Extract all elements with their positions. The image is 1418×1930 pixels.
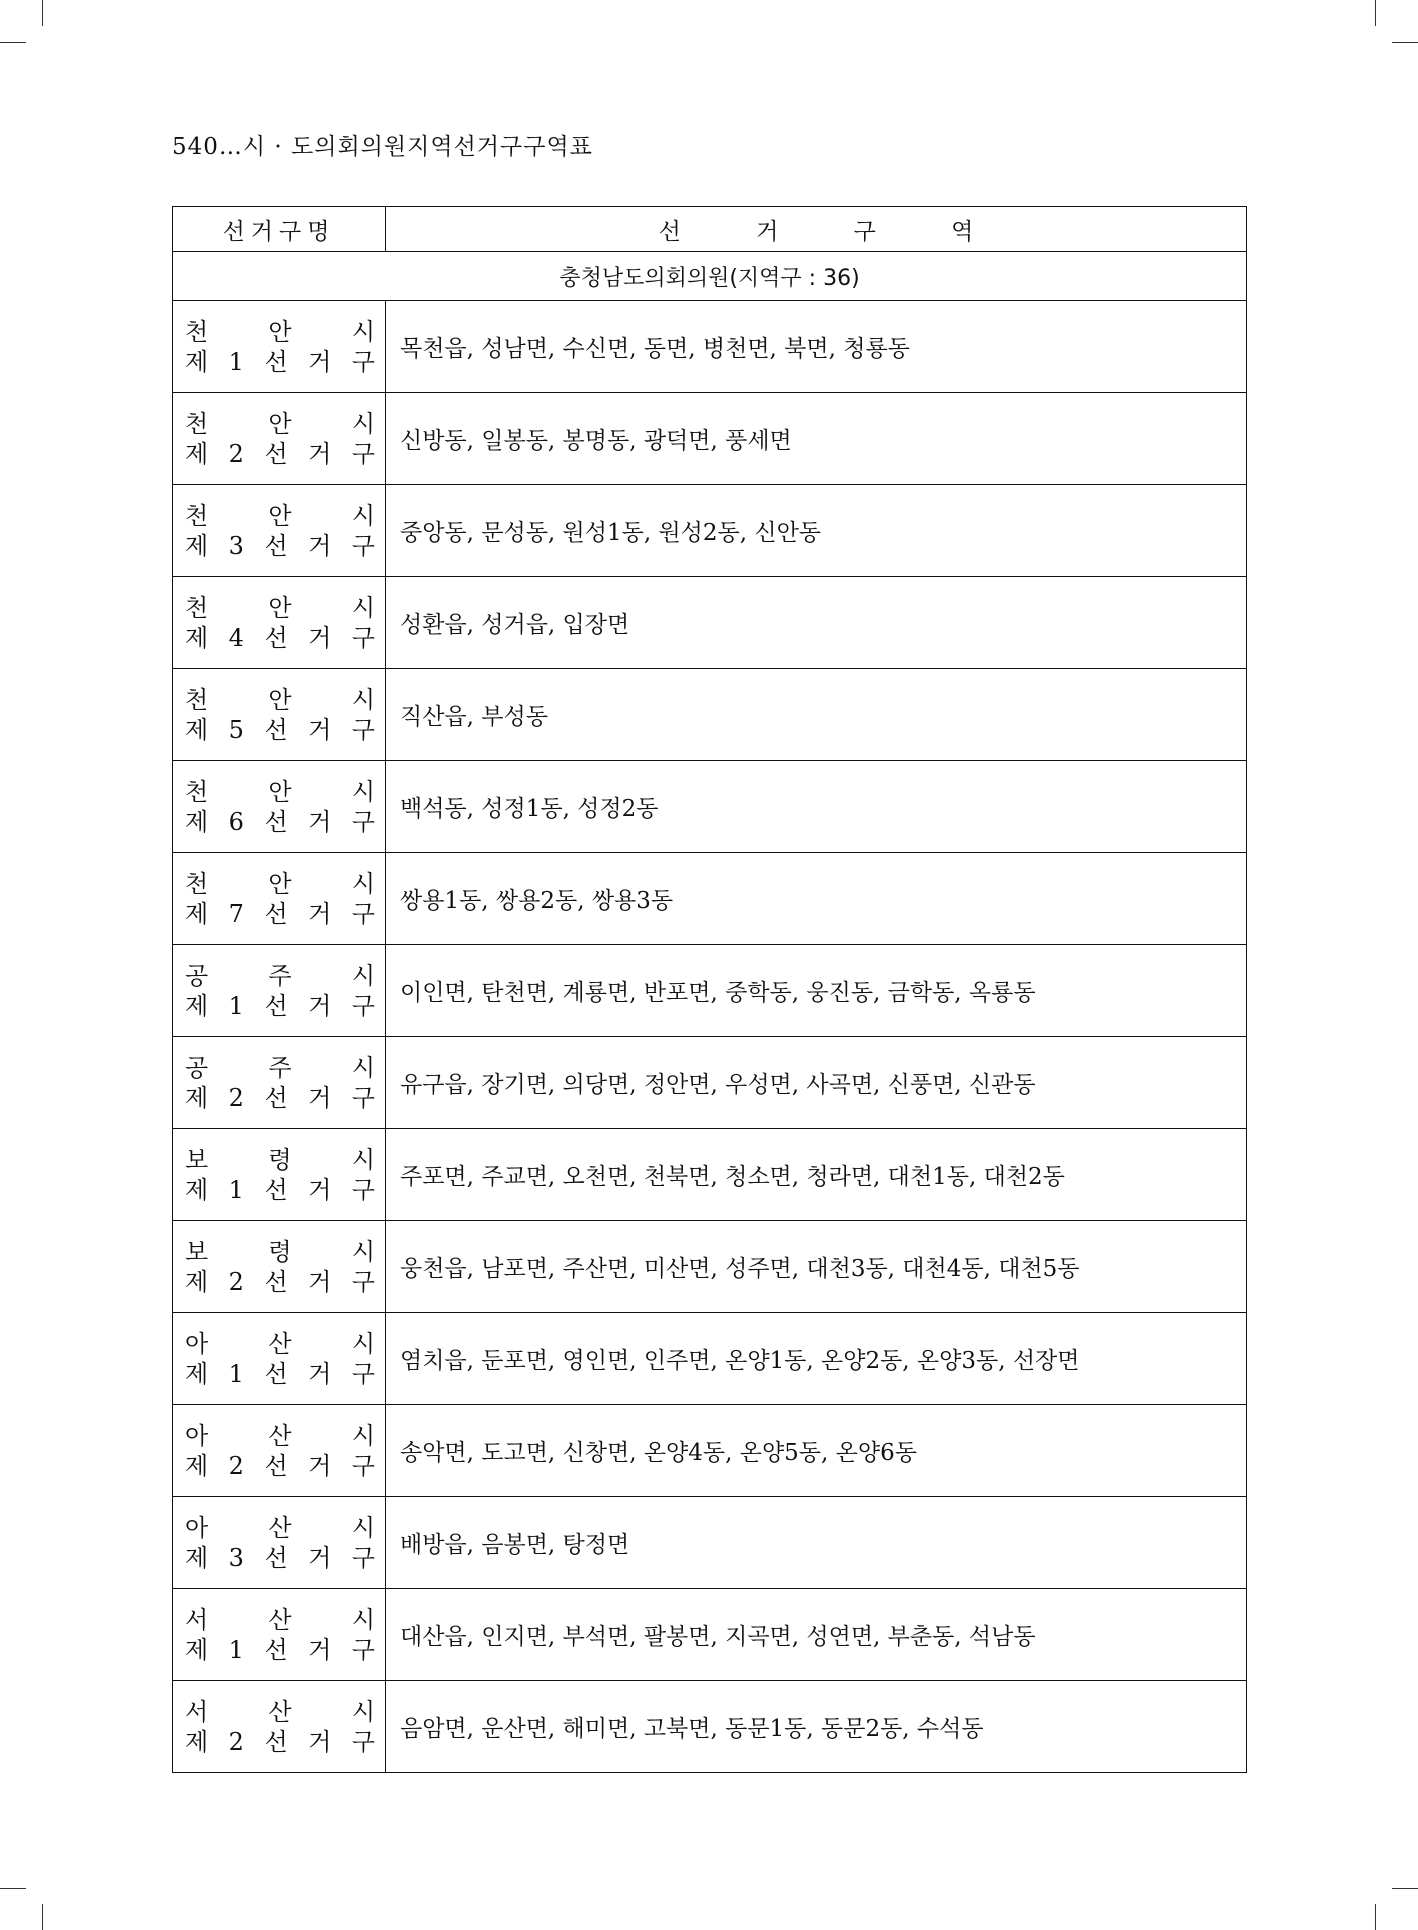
table-row bbox=[173, 577, 1247, 669]
city-name-line bbox=[185, 685, 375, 715]
city-name-char: 안 bbox=[268, 869, 292, 898]
district-area-cell: 백석동, 성정1동, 성정2동 bbox=[386, 761, 1247, 853]
city-name-char: 아 bbox=[185, 1513, 209, 1542]
crop-mark bbox=[0, 42, 26, 43]
table-row bbox=[173, 1037, 1247, 1129]
district-number-char: 거 bbox=[308, 807, 332, 836]
city-name-char: 천 bbox=[185, 501, 209, 530]
district-area-cell: 송악면, 도고면, 신창면, 온양4동, 온양5동, 온양6동 bbox=[386, 1405, 1247, 1497]
city-name-char: 천 bbox=[185, 317, 209, 346]
district-number-char: 제 bbox=[185, 715, 209, 744]
district-number-char: 1 bbox=[228, 347, 244, 376]
city-name-line bbox=[185, 777, 375, 807]
crop-mark bbox=[1392, 42, 1418, 43]
district-number-char: 제 bbox=[185, 1267, 209, 1296]
district-number-line bbox=[185, 991, 375, 1021]
table-row bbox=[173, 1313, 1247, 1405]
district-number-char: 제 bbox=[185, 347, 209, 376]
district-name-cell bbox=[173, 1037, 386, 1129]
district-number-char: 구 bbox=[351, 1727, 375, 1756]
city-name-char: 천 bbox=[185, 869, 209, 898]
crop-mark bbox=[0, 1888, 26, 1889]
district-number-char: 거 bbox=[308, 715, 332, 744]
district-number-char: 거 bbox=[308, 623, 332, 652]
city-name-char: 시 bbox=[351, 1053, 375, 1082]
district-table bbox=[172, 206, 1247, 1773]
table-header-row bbox=[173, 207, 1247, 252]
district-area-cell: 염치읍, 둔포면, 영인면, 인주면, 온양1동, 온양2동, 온양3동, 선장면 bbox=[386, 1313, 1247, 1405]
district-name-cell bbox=[173, 485, 386, 577]
city-name-char: 공 bbox=[185, 961, 209, 990]
district-number-char: 구 bbox=[351, 1267, 375, 1296]
city-name-char: 령 bbox=[268, 1237, 292, 1266]
district-number-line bbox=[185, 1543, 375, 1573]
city-name-char: 시 bbox=[351, 777, 375, 806]
table-row bbox=[173, 301, 1247, 393]
city-name-line bbox=[185, 1697, 375, 1727]
district-number-char: 구 bbox=[351, 347, 375, 376]
city-name-char: 천 bbox=[185, 593, 209, 622]
city-name-char: 시 bbox=[351, 1329, 375, 1358]
district-name-cell bbox=[173, 945, 386, 1037]
district-number-char: 6 bbox=[228, 807, 244, 836]
crop-mark bbox=[1392, 1888, 1418, 1889]
city-name-char: 시 bbox=[351, 593, 375, 622]
table-row bbox=[173, 1681, 1247, 1773]
district-number-char: 구 bbox=[351, 623, 375, 652]
district-number-char: 제 bbox=[185, 1635, 209, 1664]
district-number-char: 1 bbox=[228, 1635, 244, 1664]
section-title: 충청남도의회의원(지역구 : 36) bbox=[173, 252, 1247, 301]
district-number-char: 구 bbox=[351, 439, 375, 468]
city-name-line bbox=[185, 501, 375, 531]
district-number-char: 선 bbox=[264, 1175, 288, 1204]
city-name-char: 산 bbox=[268, 1697, 292, 1726]
district-number-char: 선 bbox=[264, 531, 288, 560]
city-name-char: 시 bbox=[351, 1605, 375, 1634]
city-name-char: 안 bbox=[268, 593, 292, 622]
city-name-char: 아 bbox=[185, 1421, 209, 1450]
table-row bbox=[173, 393, 1247, 485]
district-number-char: 제 bbox=[185, 439, 209, 468]
district-area-cell: 신방동, 일봉동, 봉명동, 광덕면, 풍세면 bbox=[386, 393, 1247, 485]
district-name-cell bbox=[173, 1681, 386, 1773]
district-number-char: 1 bbox=[228, 991, 244, 1020]
district-name-cell bbox=[173, 393, 386, 485]
district-number-char: 2 bbox=[228, 439, 244, 468]
city-name-char: 아 bbox=[185, 1329, 209, 1358]
city-name-char: 보 bbox=[185, 1145, 209, 1174]
district-number-line bbox=[185, 715, 375, 745]
district-number-char: 거 bbox=[308, 1635, 332, 1664]
district-number-line bbox=[185, 439, 375, 469]
table-row bbox=[173, 761, 1247, 853]
district-number-line bbox=[185, 1267, 375, 1297]
running-head: 540…시 · 도의회의원지역선거구구역표 bbox=[172, 134, 593, 160]
city-name-char: 보 bbox=[185, 1237, 209, 1266]
district-number-char: 제 bbox=[185, 899, 209, 928]
district-number-char: 거 bbox=[308, 899, 332, 928]
city-name-char: 시 bbox=[351, 1237, 375, 1266]
district-number-char: 거 bbox=[308, 531, 332, 560]
district-area-cell: 배방읍, 음봉면, 탕정면 bbox=[386, 1497, 1247, 1589]
district-number-char: 거 bbox=[308, 991, 332, 1020]
district-number-char: 선 bbox=[264, 1635, 288, 1664]
section-row bbox=[173, 252, 1247, 301]
district-number-char: 2 bbox=[228, 1727, 244, 1756]
city-name-char: 산 bbox=[268, 1329, 292, 1358]
district-number-char: 선 bbox=[264, 439, 288, 468]
district-number-char: 거 bbox=[308, 439, 332, 468]
city-name-char: 산 bbox=[268, 1421, 292, 1450]
header-district-name: 선거구명 bbox=[173, 207, 386, 252]
table-row bbox=[173, 945, 1247, 1037]
city-name-line bbox=[185, 317, 375, 347]
district-area-cell: 유구읍, 장기면, 의당면, 정안면, 우성면, 사곡면, 신풍면, 신관동 bbox=[386, 1037, 1247, 1129]
table-row bbox=[173, 669, 1247, 761]
city-name-char: 안 bbox=[268, 777, 292, 806]
city-name-char: 시 bbox=[351, 961, 375, 990]
district-number-char: 선 bbox=[264, 991, 288, 1020]
district-name-cell bbox=[173, 1405, 386, 1497]
district-number-char: 선 bbox=[264, 1543, 288, 1572]
city-name-line bbox=[185, 1237, 375, 1267]
district-number-char: 구 bbox=[351, 1543, 375, 1572]
district-area-cell: 직산읍, 부성동 bbox=[386, 669, 1247, 761]
district-number-line bbox=[185, 899, 375, 929]
city-name-line bbox=[185, 1053, 375, 1083]
district-number-line bbox=[185, 1359, 375, 1389]
district-number-line bbox=[185, 1635, 375, 1665]
district-number-char: 선 bbox=[264, 1727, 288, 1756]
district-name-cell bbox=[173, 577, 386, 669]
city-name-char: 주 bbox=[268, 961, 292, 990]
district-number-char: 2 bbox=[228, 1267, 244, 1296]
city-name-line bbox=[185, 1513, 375, 1543]
district-name-cell bbox=[173, 1589, 386, 1681]
district-number-char: 제 bbox=[185, 807, 209, 836]
district-area-cell: 대산읍, 인지면, 부석면, 팔봉면, 지곡면, 성연면, 부춘동, 석남동 bbox=[386, 1589, 1247, 1681]
district-number-char: 선 bbox=[264, 623, 288, 652]
district-number-char: 1 bbox=[228, 1175, 244, 1204]
city-name-line bbox=[185, 1329, 375, 1359]
district-number-char: 구 bbox=[351, 1451, 375, 1480]
district-area-cell: 목천읍, 성남면, 수신면, 동면, 병천면, 북면, 청룡동 bbox=[386, 301, 1247, 393]
district-number-char: 선 bbox=[264, 1451, 288, 1480]
district-name-cell bbox=[173, 853, 386, 945]
district-number-char: 제 bbox=[185, 1359, 209, 1388]
table-row bbox=[173, 1221, 1247, 1313]
city-name-line bbox=[185, 961, 375, 991]
district-number-line bbox=[185, 1083, 375, 1113]
city-name-char: 주 bbox=[268, 1053, 292, 1082]
city-name-line bbox=[185, 1145, 375, 1175]
city-name-char: 시 bbox=[351, 1697, 375, 1726]
district-number-char: 거 bbox=[308, 347, 332, 376]
crop-mark bbox=[42, 1904, 43, 1930]
district-number-line bbox=[185, 623, 375, 653]
district-area-cell: 중앙동, 문성동, 원성1동, 원성2동, 신안동 bbox=[386, 485, 1247, 577]
table-row bbox=[173, 485, 1247, 577]
district-name-cell bbox=[173, 761, 386, 853]
city-name-char: 시 bbox=[351, 501, 375, 530]
district-number-char: 구 bbox=[351, 1359, 375, 1388]
city-name-char: 천 bbox=[185, 777, 209, 806]
city-name-char: 시 bbox=[351, 1421, 375, 1450]
district-number-line bbox=[185, 347, 375, 377]
district-number-char: 구 bbox=[351, 715, 375, 744]
district-number-char: 선 bbox=[264, 807, 288, 836]
district-number-char: 구 bbox=[351, 1083, 375, 1112]
table-row bbox=[173, 1129, 1247, 1221]
district-number-line bbox=[185, 1451, 375, 1481]
district-number-char: 제 bbox=[185, 1083, 209, 1112]
header-district-area: 선 거 구 역 bbox=[386, 207, 1247, 252]
district-number-char: 거 bbox=[308, 1083, 332, 1112]
district-name-cell bbox=[173, 1221, 386, 1313]
district-area-cell: 음암면, 운산면, 해미면, 고북면, 동문1동, 동문2동, 수석동 bbox=[386, 1681, 1247, 1773]
district-number-char: 선 bbox=[264, 1359, 288, 1388]
city-name-char: 천 bbox=[185, 685, 209, 714]
city-name-char: 안 bbox=[268, 317, 292, 346]
district-number-char: 제 bbox=[185, 1175, 209, 1204]
district-number-char: 3 bbox=[228, 531, 244, 560]
district-area-cell: 웅천읍, 남포면, 주산면, 미산면, 성주면, 대천3동, 대천4동, 대천5동 bbox=[386, 1221, 1247, 1313]
district-number-char: 거 bbox=[308, 1267, 332, 1296]
district-number-char: 선 bbox=[264, 1267, 288, 1296]
district-number-char: 구 bbox=[351, 899, 375, 928]
district-number-char: 1 bbox=[228, 1359, 244, 1388]
district-number-line bbox=[185, 807, 375, 837]
crop-mark bbox=[42, 0, 43, 26]
district-number-char: 선 bbox=[264, 715, 288, 744]
district-number-char: 선 bbox=[264, 347, 288, 376]
city-name-char: 시 bbox=[351, 869, 375, 898]
district-number-char: 3 bbox=[228, 1543, 244, 1572]
city-name-line bbox=[185, 1605, 375, 1635]
district-number-char: 거 bbox=[308, 1359, 332, 1388]
city-name-char: 령 bbox=[268, 1145, 292, 1174]
district-area-cell: 쌍용1동, 쌍용2동, 쌍용3동 bbox=[386, 853, 1247, 945]
district-number-char: 선 bbox=[264, 899, 288, 928]
city-name-char: 시 bbox=[351, 685, 375, 714]
district-number-line bbox=[185, 1175, 375, 1205]
district-number-char: 2 bbox=[228, 1083, 244, 1112]
district-number-char: 선 bbox=[264, 1083, 288, 1112]
city-name-char: 안 bbox=[268, 685, 292, 714]
district-number-char: 제 bbox=[185, 1727, 209, 1756]
district-number-char: 제 bbox=[185, 531, 209, 560]
district-number-line bbox=[185, 1727, 375, 1757]
city-name-line bbox=[185, 593, 375, 623]
city-name-char: 공 bbox=[185, 1053, 209, 1082]
city-name-line bbox=[185, 1421, 375, 1451]
city-name-char: 시 bbox=[351, 1513, 375, 1542]
district-name-cell bbox=[173, 301, 386, 393]
district-name-cell bbox=[173, 1497, 386, 1589]
district-number-char: 4 bbox=[228, 623, 244, 652]
city-name-char: 산 bbox=[268, 1513, 292, 1542]
city-name-char: 시 bbox=[351, 1145, 375, 1174]
district-number-char: 2 bbox=[228, 1451, 244, 1480]
district-number-char: 제 bbox=[185, 991, 209, 1020]
district-number-char: 제 bbox=[185, 623, 209, 652]
district-name-cell bbox=[173, 1129, 386, 1221]
table-row bbox=[173, 1497, 1247, 1589]
district-area-cell: 주포면, 주교면, 오천면, 천북면, 청소면, 청라면, 대천1동, 대천2동 bbox=[386, 1129, 1247, 1221]
city-name-char: 시 bbox=[351, 317, 375, 346]
table-row bbox=[173, 1589, 1247, 1681]
district-number-char: 7 bbox=[228, 899, 244, 928]
city-name-char: 산 bbox=[268, 1605, 292, 1634]
table-row bbox=[173, 1405, 1247, 1497]
district-number-char: 구 bbox=[351, 1635, 375, 1664]
district-number-line bbox=[185, 531, 375, 561]
district-name-cell bbox=[173, 669, 386, 761]
district-number-char: 제 bbox=[185, 1451, 209, 1480]
district-number-char: 구 bbox=[351, 531, 375, 560]
district-number-char: 제 bbox=[185, 1543, 209, 1572]
city-name-char: 안 bbox=[268, 409, 292, 438]
district-number-char: 구 bbox=[351, 807, 375, 836]
crop-mark bbox=[1375, 1904, 1376, 1930]
city-name-char: 안 bbox=[268, 501, 292, 530]
city-name-char: 천 bbox=[185, 409, 209, 438]
district-area-cell: 이인면, 탄천면, 계룡면, 반포면, 중학동, 웅진동, 금학동, 옥룡동 bbox=[386, 945, 1247, 1037]
district-number-char: 거 bbox=[308, 1727, 332, 1756]
city-name-line bbox=[185, 409, 375, 439]
district-number-char: 5 bbox=[228, 715, 244, 744]
crop-mark bbox=[1375, 0, 1376, 26]
district-number-char: 구 bbox=[351, 1175, 375, 1204]
district-number-char: 거 bbox=[308, 1175, 332, 1204]
city-name-char: 시 bbox=[351, 409, 375, 438]
district-number-char: 구 bbox=[351, 991, 375, 1020]
table-row bbox=[173, 853, 1247, 945]
district-name-cell bbox=[173, 1313, 386, 1405]
district-number-char: 거 bbox=[308, 1543, 332, 1572]
city-name-char: 서 bbox=[185, 1697, 209, 1726]
city-name-line bbox=[185, 869, 375, 899]
district-number-char: 거 bbox=[308, 1451, 332, 1480]
district-area-cell: 성환읍, 성거읍, 입장면 bbox=[386, 577, 1247, 669]
city-name-char: 서 bbox=[185, 1605, 209, 1634]
